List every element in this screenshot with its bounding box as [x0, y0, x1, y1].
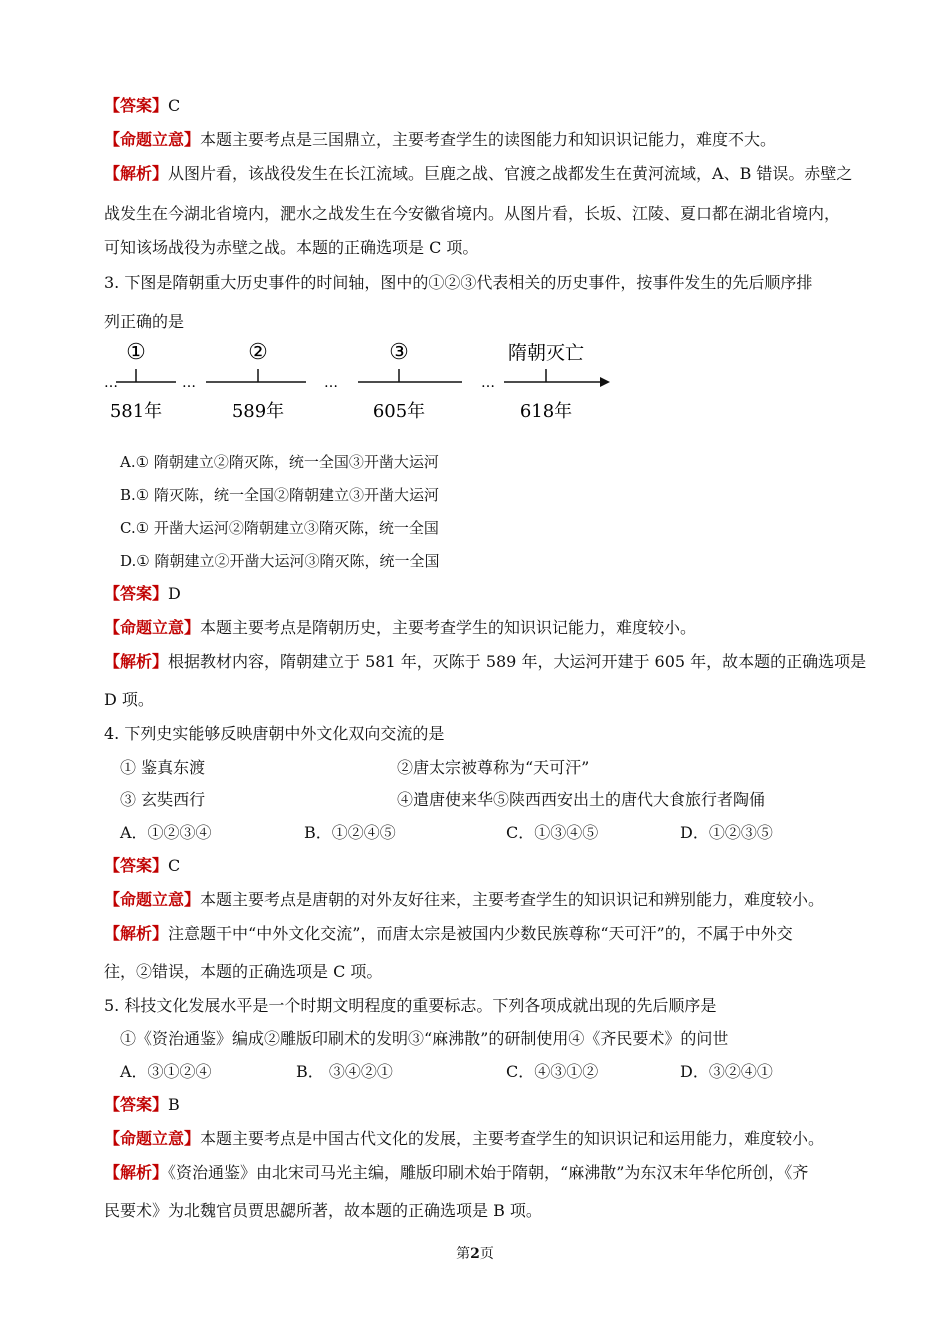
intent-text: 本题主要考点是隋朝历史，主要考查学生的知识识记能力，难度较小。 — [200, 618, 697, 637]
analysis-text: 《资治通鉴》由北宋司马光主编，雕版印刷术始于隋朝，“麻沸散”为东汉末年华佗所创，《齐 — [168, 1163, 809, 1182]
q2-analysis-line-1 — [104, 164, 852, 184]
timeline-year-4: 618年 — [519, 401, 573, 422]
page-number-footer — [0, 1243, 950, 1263]
answer-tag: 【答案】 — [104, 856, 169, 875]
q4-option-c: C．①③④⑤ — [506, 823, 599, 842]
timeline-label-2: ② — [248, 340, 268, 365]
q4-item-1: ① 鉴真东渡 — [120, 758, 206, 777]
q3-option-d: D.① 隋朝建立②开凿大运河③隋灭陈，统一全国 — [120, 552, 440, 570]
q3-stem-line-1: 3. 下图是隋朝重大历史事件的时间轴，图中的①②③代表相关的历史事件，按事件发生的先后顺序排 — [104, 273, 813, 292]
q4-option-b: B．①②④⑤ — [304, 823, 396, 842]
timeline-label-1: ① — [126, 340, 146, 365]
q4-option-d: D．①②③⑤ — [680, 823, 773, 842]
q4-items-row-1 — [120, 758, 590, 778]
intent-tag: 【命题立意】 — [104, 130, 201, 149]
q3-answer — [104, 584, 181, 604]
answer-tag: 【答案】 — [104, 584, 169, 603]
intent-tag: 【命题立意】 — [104, 1129, 201, 1148]
q5-analysis-line-1 — [104, 1163, 808, 1183]
q5-option-d: D．③②④① — [680, 1062, 773, 1081]
analysis-tag: 【解析】 — [104, 652, 169, 671]
q4-stem: 4. 下列史实能够反映唐朝中外文化双向交流的是 — [104, 724, 445, 743]
intent-tag: 【命题立意】 — [104, 890, 201, 909]
analysis-tag: 【解析】 — [104, 924, 169, 943]
q4-analysis-line-2: 往，②错误，本题的正确选项是 C 项。 — [104, 962, 383, 981]
q5-answer — [104, 1095, 180, 1115]
q5-intent — [104, 1129, 824, 1149]
timeline-year-2: 589年 — [231, 401, 285, 422]
answer-value: C — [168, 856, 181, 875]
analysis-tag: 【解析】 — [104, 1163, 169, 1182]
q4-item-4-5: ④遣唐使来华⑤陕西西安出土的唐代大食旅行者陶俑 — [397, 790, 766, 809]
answer-tag: 【答案】 — [104, 96, 169, 115]
q4-analysis-line-1 — [104, 924, 793, 944]
page-prefix: 第 — [456, 1246, 471, 1262]
answer-value: C — [168, 96, 181, 115]
q2-analysis-line-2: 战发生在今湖北省境内，淝水之战发生在今安徽省境内。从图片看，长坂、江陵、夏口都在湖北省境内， — [104, 204, 841, 223]
timeline-dots-3: … — [324, 375, 338, 391]
q4-items-row-2 — [120, 790, 766, 810]
q4-item-2: ②唐太宗被尊称为“天可汗” — [397, 758, 590, 777]
intent-tag: 【命题立意】 — [104, 618, 201, 637]
q5-items: ①《资治通鉴》编成②雕版印刷术的发明③“麻沸散”的研制使用④《齐民要术》的问世 — [120, 1029, 729, 1048]
answer-tag: 【答案】 — [104, 1095, 169, 1114]
q5-analysis-line-2: 民要术》为北魏官员贾思勰所著，故本题的正确选项是 B 项。 — [104, 1201, 542, 1220]
q5-option-b: B． ③④②① — [296, 1062, 393, 1081]
q3-analysis-line-1 — [104, 652, 866, 672]
answer-value: D — [168, 584, 181, 603]
q3-option-a: A.① 隋朝建立②隋灭陈，统一全国③开凿大运河 — [120, 453, 439, 471]
q3-option-c: C.① 开凿大运河②隋朝建立③隋灭陈，统一全国 — [120, 519, 439, 537]
q4-answer — [104, 856, 180, 876]
analysis-text: 根据教材内容，隋朝建立于 581 年，灭陈于 589 年，大运河开建于 605 年，故本题的正确选项是 — [168, 652, 867, 671]
intent-text: 本题主要考点是唐朝的对外友好往来，主要考查学生的知识识记和辨别能力，难度较小。 — [200, 890, 825, 909]
analysis-tag: 【解析】 — [104, 164, 169, 183]
q2-intent — [104, 130, 776, 150]
answer-value: B — [168, 1095, 180, 1114]
q4-item-3: ③ 玄奘西行 — [120, 790, 206, 809]
timeline-dots-4: … — [481, 375, 495, 391]
q5-option-a: A．③①②④ — [120, 1062, 212, 1081]
intent-text: 本题主要考点是三国鼎立，主要考查学生的读图能力和知识识记能力，难度不大。 — [200, 130, 777, 149]
q2-answer — [104, 96, 180, 116]
intent-text: 本题主要考点是中国古代文化的发展，主要考查学生的知识识记和运用能力，难度较小。 — [200, 1129, 825, 1148]
q5-option-c: C．④③①② — [506, 1062, 599, 1081]
timeline-year-1: 581年 — [109, 401, 163, 422]
q3-analysis-line-2: D 项。 — [104, 690, 154, 709]
analysis-text: 注意题干中“中外文化交流”，而唐太宗是被国内少数民族尊称“天可汗”的，不属于中外交 — [168, 924, 793, 943]
q4-intent — [104, 890, 824, 910]
q5-stem: 5. 科技文化发展水平是一个时期文明程度的重要标志。下列各项成就出现的先后顺序是 — [104, 996, 717, 1015]
timeline-arrowhead — [600, 377, 610, 387]
timeline-dots-1: … — [104, 375, 118, 391]
q2-analysis-line-3: 可知该场战役为赤壁之战。本题的正确选项是 C 项。 — [104, 238, 479, 257]
q4-option-a: A．①②③④ — [120, 823, 212, 842]
timeline-dots-2: … — [182, 375, 196, 391]
analysis-text: 从图片看，该战役发生在长江流域。巨鹿之战、官渡之战都发生在黄河流域，A、B 错误。赤壁之 — [168, 164, 853, 183]
timeline-year-3: 605年 — [372, 401, 426, 422]
timeline-label-4: 隋朝灭亡 — [507, 342, 585, 364]
q3-option-b: B.① 隋灭陈，统一全国②隋朝建立③开凿大运河 — [120, 486, 440, 504]
timeline-label-3: ③ — [389, 340, 409, 365]
page-number: 2 — [470, 1246, 480, 1262]
q3-intent — [104, 618, 696, 638]
sui-timeline-figure — [100, 335, 620, 430]
q3-stem-line-2: 列正确的是 — [104, 312, 185, 331]
page-suffix: 页 — [479, 1246, 494, 1262]
